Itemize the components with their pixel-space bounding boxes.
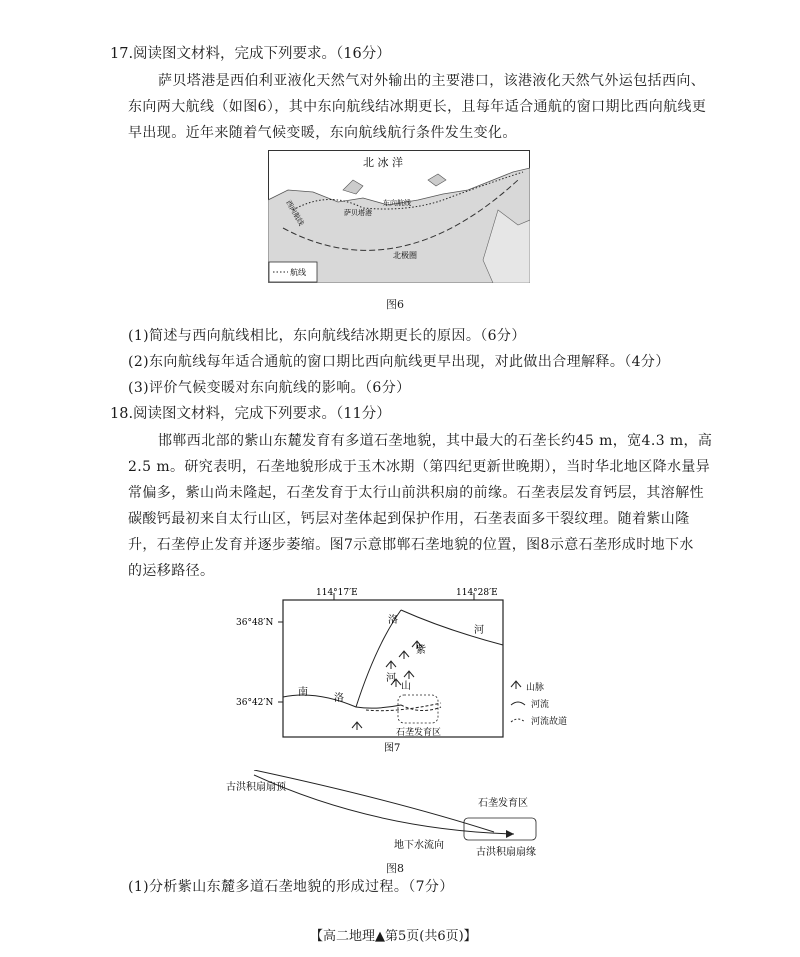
fan-surface-line xyxy=(254,770,494,832)
lat1-label: 36°48′N xyxy=(236,618,274,628)
q18-heading: 18.阅读图文材料，完成下列要求。（11分） xyxy=(110,406,391,422)
legend-mountain-symbol xyxy=(511,681,521,689)
fig7-caption: 图7 xyxy=(384,743,401,754)
port-label: 萨贝塔港 xyxy=(344,209,372,217)
zone-label: 石垄发育区 xyxy=(396,728,442,738)
fig8-zone-label: 石垄发育区 xyxy=(478,798,528,809)
lat2-label: 36°42′N xyxy=(236,698,274,708)
flow-arrowhead xyxy=(506,830,514,838)
lon1-label: 114°17′E xyxy=(316,588,358,598)
page-footer: 【高二地理▲第5页(共6页)】 xyxy=(310,929,477,944)
figure8-caption: 图8 xyxy=(386,862,404,875)
groundwater-path xyxy=(254,775,514,834)
he2-label: 河 xyxy=(386,673,396,684)
q18-para-line1: 邯郸西北部的紫山东麓发育有多道石垄地貌，其中最大的石垄长约45 m，宽4.3 m，高 xyxy=(158,433,713,449)
q18-para-line4: 碳酸钙最初来自太行山区，钙层对垄体起到保护作用，石垄表面多干裂纹理。随着紫山隆 xyxy=(128,511,690,527)
fan-edge-label: 古洪积扇扇缘 xyxy=(476,847,536,858)
fan-top-label: 古洪积扇扇顶 xyxy=(226,782,286,793)
legend-old-label: 河流故道 xyxy=(531,717,568,727)
q18-para-line5: 升，石垄停止发育并逐步萎缩。图7示意邯郸石垄地貌的位置，图8示意石垄形成时地下水 xyxy=(128,537,694,553)
q17-para-line2: 东向两大航线（如图6），其中东向航线结冰期更长，且每年适合通航的窗口期比西向航线更 xyxy=(128,99,707,115)
q18-para-line3: 常偏多，紫山尚未隆起，石垄发育于太行山前洪积扇的前缘。石垄表层发育钙层，其溶解性 xyxy=(128,485,704,501)
shan-label: 山 xyxy=(401,681,411,692)
legend-river-symbol xyxy=(511,702,525,705)
groundwater-figure8 xyxy=(214,770,584,870)
route-map-figure6 xyxy=(268,150,530,283)
legend-route-label: 航线 xyxy=(290,268,306,277)
q17-para-line3: 早出现。近年来随着气候变暖，东向航线航行条件发生变化。 xyxy=(128,125,517,141)
q17-sub2: (2)东向航线每年适合通航的窗口期比西向航线更早出现，对此做出合理解释。（4分） xyxy=(128,354,670,370)
q17-sub3: (3)评价气候变暖对东向航线的影响。（6分） xyxy=(128,380,411,396)
river-luo-label: 洛 xyxy=(388,615,398,626)
fig8-zone-box xyxy=(464,818,536,840)
location-map-figure7 xyxy=(226,585,606,760)
q18-para-line2: 2.5 m。研究表明，石垄地貌形成于玉木冰期（第四纪更新世晚期），当时华北地区降水量异 xyxy=(128,459,711,475)
q18-para-line6: 的运移路径。 xyxy=(128,563,215,579)
nan-label: 南 xyxy=(298,687,308,698)
zi-label: 紫 xyxy=(416,645,426,656)
q17-heading: 17.阅读图文材料，完成下列要求。（16分） xyxy=(110,46,391,62)
q18-sub1: (1)分析紫山东麓多道石垄地貌的形成过程。（7分） xyxy=(128,879,454,895)
river-he-label: 河 xyxy=(474,625,484,636)
flow-label: 地下水流向 xyxy=(394,840,444,851)
west-route-label: 西向航线 xyxy=(284,199,306,228)
lon2-label: 114°28′E xyxy=(456,588,498,598)
q17-sub1: (1)简述与西向航线相比，东向航线结冰期更长的原因。（6分） xyxy=(128,328,526,344)
figure6-caption: 图6 xyxy=(386,298,404,311)
luo2-label: 洛 xyxy=(334,693,344,704)
legend-mountain-label: 山脉 xyxy=(526,683,545,693)
sea-label: 北 冰 洋 xyxy=(363,156,403,169)
legend-old-symbol xyxy=(511,719,525,722)
arctic-circle-label: 北极圈 xyxy=(393,251,417,260)
legend-river-label: 河流 xyxy=(531,700,550,710)
east-route-label: 东向航线 xyxy=(383,199,411,207)
q17-para-line1: 萨贝塔港是西伯利亚液化天然气对外输出的主要港口，该港液化天然气外运包括西向、 xyxy=(158,73,706,89)
